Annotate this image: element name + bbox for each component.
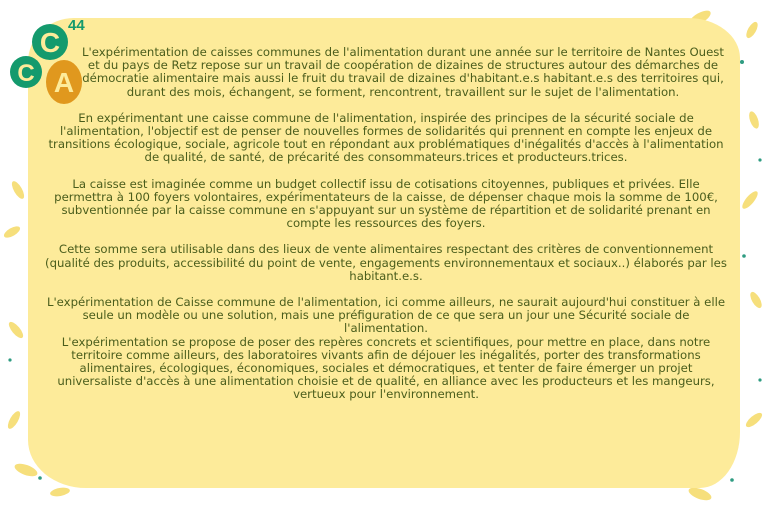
leaf-icon — [49, 486, 70, 497]
dot-icon — [730, 478, 734, 482]
leaf-icon — [748, 290, 764, 310]
dot-icon — [742, 254, 746, 258]
leaf-icon — [744, 20, 760, 40]
paragraph-objective: En expérimentant une caisse commune de l'alimentation, inspirée des principes de la sécurité sociale de l'alimentation, l'objectif est de penser de nouvelles formes de solidarités qui prennent en compte les enjeux de transitions écologique, sociale, agricole tout en répondant aux problématiques d'inégalités d'accès à l'alimentation de qualité, de santé, de précarité des consommateurs.trices et producteurs.trices. — [48, 110, 724, 165]
leaf-icon — [6, 409, 23, 430]
leaf-icon — [747, 110, 761, 130]
dot-icon — [758, 158, 761, 161]
dot-icon — [8, 358, 11, 361]
paragraph-intro: L'expérimentation de caisses communes de l'alimentation durant une année sur le territoire de Nantes Ouest et du pays de Retz repose sur un travail de coopération de dizaines de structures autour des démarches de démocratie alimentaire mais aussi le fruit du travail de dizaines d'habitant.e.s habitant.e.s des territoires qui, durant des mois, échangent, se forment, rencontrent, travaillent sur le sujet de l'alimentation. — [82, 45, 724, 99]
dot-icon — [38, 476, 42, 480]
svg-text:C: C — [17, 60, 35, 87]
dot-icon — [758, 378, 761, 381]
paragraph-experimentation: L'expérimentation se propose de poser des repères concrets et scientifiques, pour mettre en place, dans notre territoire comme ailleurs, des laboratoires vivants afin de déjouer les inégalités, porter des transformations alimentaires, écologiques, économiques, sociales et démocratiques, et tenter de faire émerger un projet universaliste d'accès à une alimentation choisie et de qualité, en alliance avec les producteurs et les mangeurs, vertueux pour l'environnement. — [57, 334, 715, 402]
svg-text:C: C — [39, 27, 61, 58]
dot-icon — [740, 60, 744, 64]
paragraph-prefiguration: L'expérimentation de Caisse commune de l'alimentation, ici comme ailleurs, ne saurait aujourd'hui constituer à elle seule un modèle ou une solution, mais une préfiguration de ce que sera un jour une Sécurité sociale de l'alimentation. — [46, 295, 726, 336]
leaf-icon — [7, 320, 26, 340]
svg-text:44: 44 — [68, 17, 85, 34]
leaf-icon — [740, 189, 760, 211]
main-text — [42, 46, 730, 415]
leaf-icon — [744, 411, 764, 430]
paragraph-budget: La caisse est imaginée comme un budget collectif issu de cotisations citoyennes, publiques et privées. Elle permettra à 100 foyers volontaires, expérimentateurs de la caisse, de dépenser chaque mois la somme de 100€, subventionnée par la caisse commune en s'appuyant sur un système de répartition et de solidarité prenant en compte les ressources des foyers. — [54, 176, 718, 231]
svg-text:A: A — [53, 67, 75, 98]
leaf-icon — [10, 179, 27, 200]
leaf-icon — [2, 224, 22, 240]
paragraph-usage: Cette somme sera utilisable dans des lieux de vente alimentaires respectant des critères de conventionnement (qualité des produits, accessibilité du point de vente, engagements environnementaux et sociaux..) élaborés par les habitant.e.s. — [45, 242, 727, 283]
